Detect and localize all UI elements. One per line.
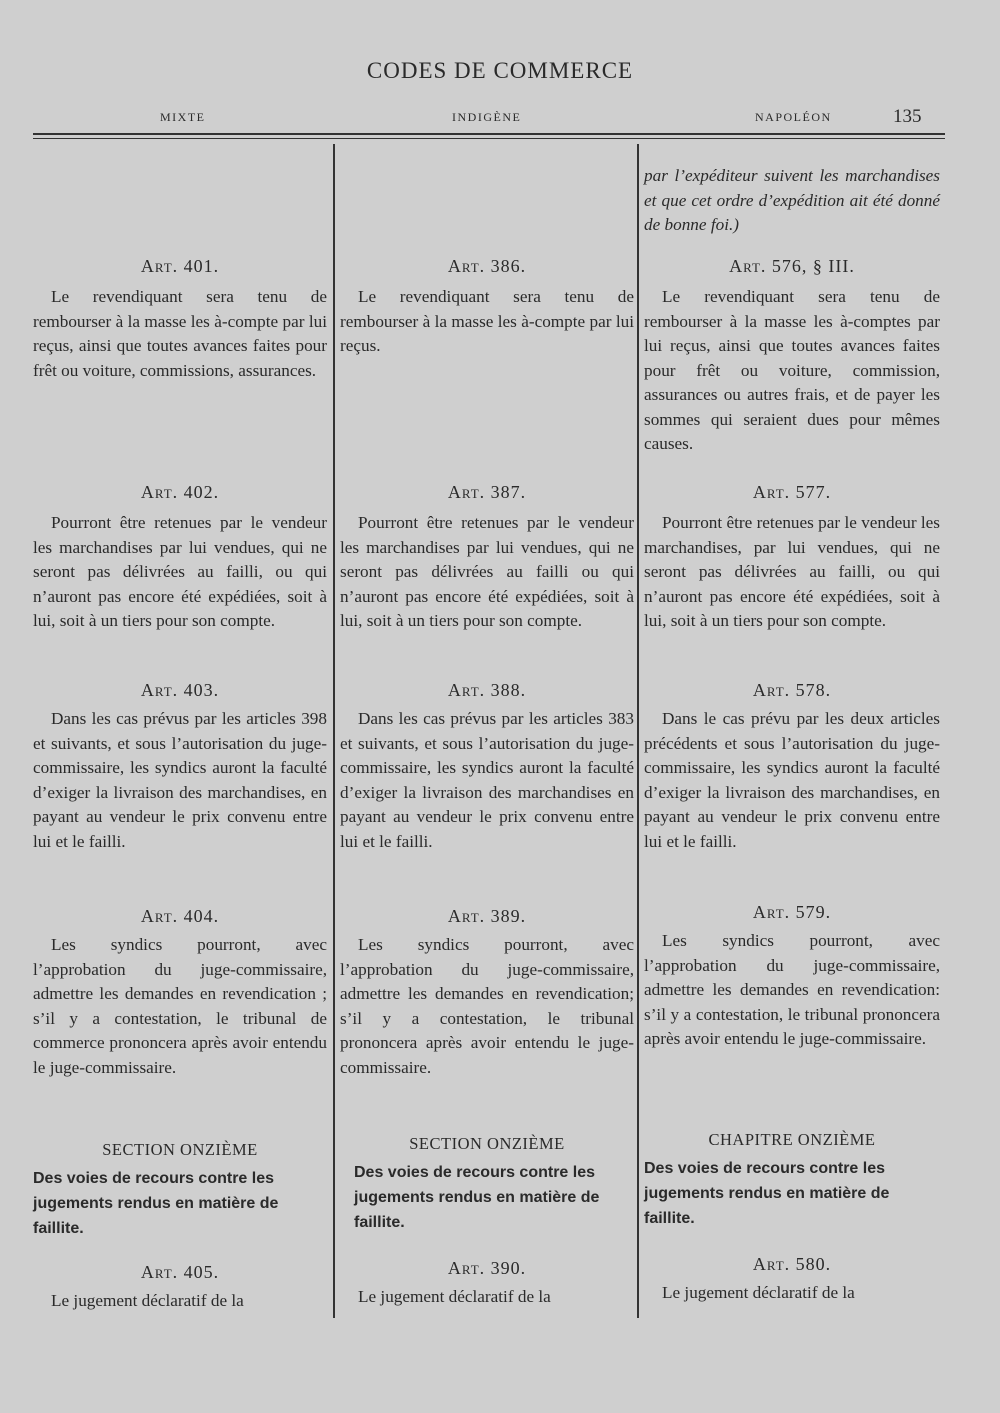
article-text: Le jugement déclaratif de la: [358, 1287, 551, 1306]
continuation-text: par l’expéditeur suivent les marchandises et que cet ordre d’expédition ait été donné de bonne foi.): [644, 166, 940, 234]
header-rule-top: [33, 133, 945, 135]
article-text: Les syndics pourront, avec l’approbation du juge-commissaire, admettre les demandes en revendication: s’il y a contestation, le tribunal prononcera après avoir entendu le juge-commissaire.: [644, 931, 940, 1048]
article-heading: Art. 576, § III.: [729, 256, 855, 276]
column-divider-2: [637, 144, 639, 1318]
article-text: Le revendiquant sera tenu de rembourser à la masse les à-compte par lui reçus.: [340, 287, 634, 355]
article-text: Pourront être retenues par le vendeur les marchandises, par lui vendues, qui ne seront pas délivrées au failli, ou qui n’auront pas encore été expédiées, soit à lui, soit à un tiers pour son compte.: [644, 513, 940, 630]
article-text: Dans les cas prévus par les articles 383 et suivants, et sous l’autorisation du juge-commissaire, les syndics auront la faculté d’exiger la livraison des marchandises en payant au vendeur le prix convenu entre lui et le failli.: [340, 709, 634, 851]
article-heading: Art. 578.: [752, 680, 832, 700]
column-header-napoleon: NAPOLÉON: [755, 110, 832, 124]
section-heading: SECTION ONZIÈME: [409, 1134, 565, 1153]
article-heading: Art. 389.: [447, 906, 527, 926]
article-text: Les syndics pourront, avec l’approbation du juge-commissaire, admettre les demandes en revendication; s’il y a contestation, le tribunal prononcera après avoir entendu le juge-commissaire.: [340, 935, 634, 1077]
section-subtitle: Des voies de recours contre les jugements rendus en matière de faillite.: [33, 1170, 279, 1237]
chapter-subtitle: Des voies de recours contre les jugements rendus en matière de faillite.: [644, 1160, 890, 1227]
section-heading: SECTION ONZIÈME: [102, 1140, 258, 1159]
article-text: Pourront être retenues par le vendeur les marchandises par lui vendues, qui ne seront pas délivrées au failli, ou qui n’auront pas encore été expédiées, soit à lui, soit à un tiers pour son compte.: [33, 513, 327, 630]
article-heading: Art. 387.: [447, 482, 527, 502]
column-divider-1: [333, 144, 335, 1318]
column-header-mixte: MIXTE: [160, 110, 206, 124]
chapter-heading: CHAPITRE ONZIÈME: [708, 1130, 876, 1149]
article-text: Le revendiquant sera tenu de rembourser à la masse les à-compte par lui reçus, ainsi que toutes avances faites pour frêt ou voiture, commissions, assurances.: [33, 287, 327, 380]
article-heading: Art. 403.: [140, 680, 220, 700]
page-number: 135: [893, 106, 922, 127]
article-heading: Art. 405.: [140, 1262, 220, 1282]
article-heading: Art. 402.: [140, 482, 220, 502]
article-heading: Art. 401.: [140, 256, 220, 276]
article-text: Dans les cas prévus par les articles 398 et suivants, et sous l’autorisation du juge-commissaire, les syndics auront la faculté d’exiger la livraison des marchandises, en payant au vendeur le prix convenu entre lui et le failli.: [33, 709, 327, 851]
section-subtitle: Des voies de recours contre les jugements rendus en matière de faillite.: [354, 1164, 600, 1231]
article-text: Pourront être retenues par le vendeur les marchandises par lui vendues, qui ne seront pas délivrées au failli ou qui n’auront pas encore été expédiées, soit à lui, soit à un tiers pour son compte.: [340, 513, 634, 630]
article-heading: Art. 388.: [447, 680, 527, 700]
article-text: Le revendiquant sera tenu de rembourser à la masse les à-comptes par lui reçus, ainsi que toutes avances faites pour frêt ou voiture, commission, assurances ou autres frais, et de payer les sommes qui seraient dues pour mêmes causes.: [644, 287, 940, 453]
article-heading: Art. 404.: [140, 906, 220, 926]
article-heading: Art. 580.: [752, 1254, 832, 1274]
page-title: CODES DE COMMERCE: [366, 58, 634, 83]
article-text: Le jugement déclaratif de la: [662, 1283, 855, 1302]
column-header-indigene: INDIGÈNE: [452, 110, 522, 124]
article-text: Le jugement déclaratif de la: [51, 1291, 244, 1310]
article-heading: Art. 386.: [447, 256, 527, 276]
article-heading: Art. 579.: [752, 902, 832, 922]
article-heading: Art. 577.: [752, 482, 832, 502]
article-text: Les syndics pourront, avec l’approbation du juge-commissaire, admettre les demandes en revendication ; s’il y a contestation, le tribunal de commerce prononcera après avoir entendu le juge-commissaire.: [33, 935, 327, 1077]
article-heading: Art. 390.: [447, 1258, 527, 1278]
article-text: Dans le cas prévu par les deux articles précédents et sous l’autorisation du juge-commissaire, les syndics auront la faculté d’exiger la livraison des marchandises, en payant au vendeur le prix convenu entre lui et le failli.: [644, 709, 940, 851]
header-rule-bottom: [33, 138, 945, 139]
